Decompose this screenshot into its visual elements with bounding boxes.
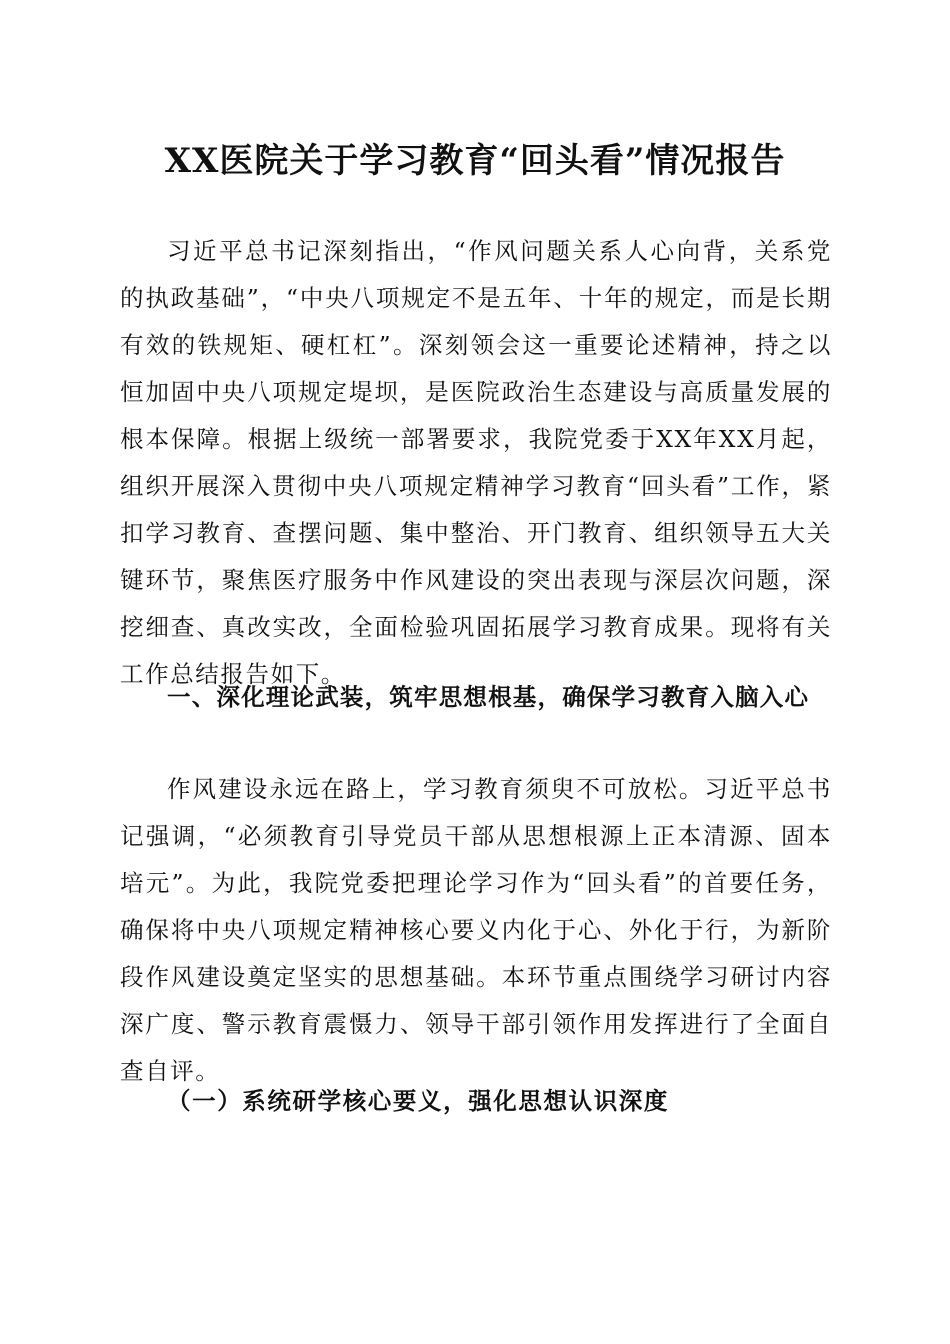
subsection-heading-1: （一）系统研学核心要义，强化思想认识深度 <box>167 1087 669 1115</box>
section-heading-1: 一、深化理论武装，筑牢思想根基，确保学习教育入脑入心 <box>167 683 810 711</box>
document-title: XX医院关于学习教育“回头看”情况报告 <box>164 141 786 181</box>
intro-paragraph: 习近平总书记深刻指出，“作风问题关系人心向背，关系党的执政基础”，“中央八项规定不是五年、十年的规定，而是长期有效的铁规矩、硬杠杠”。深刻领会这一重要论述精神，持之以恒加固中央八项规定堤坝，是医院政治生态建设与高质量发展的根本保障。根据上级统一部署要求，我院党委于XX年XX月起，组织开展深入贯彻中央八项规定精神学习教育“回头看”工作，紧扣学习教育、查摆问题、集中整治、开门教育、组织领导五大关键环节，聚焦医疗服务中作风建设的突出表现与深层次问题，深挖细查、真改实改，全面检验巩固拓展学习教育成果。现将有关工作总结报告如下。 <box>120 237 832 688</box>
section-1-paragraph: 作风建设永远在路上，学习教育须臾不可放松。习近平总书记强调，“必须教育引导党员干部从思想根源上正本清源、固本培元”。为此，我院党委把理论学习作为“回头看”的首要任务，确保将中央八项规定精神核心要义内化于心、外化于行，为新阶段作风建设奠定坚实的思想基础。本环节重点围绕学习研讨内容深广度、警示教育震慑力、领导干部引领作用发挥进行了全面自查自评。 <box>120 775 832 1085</box>
